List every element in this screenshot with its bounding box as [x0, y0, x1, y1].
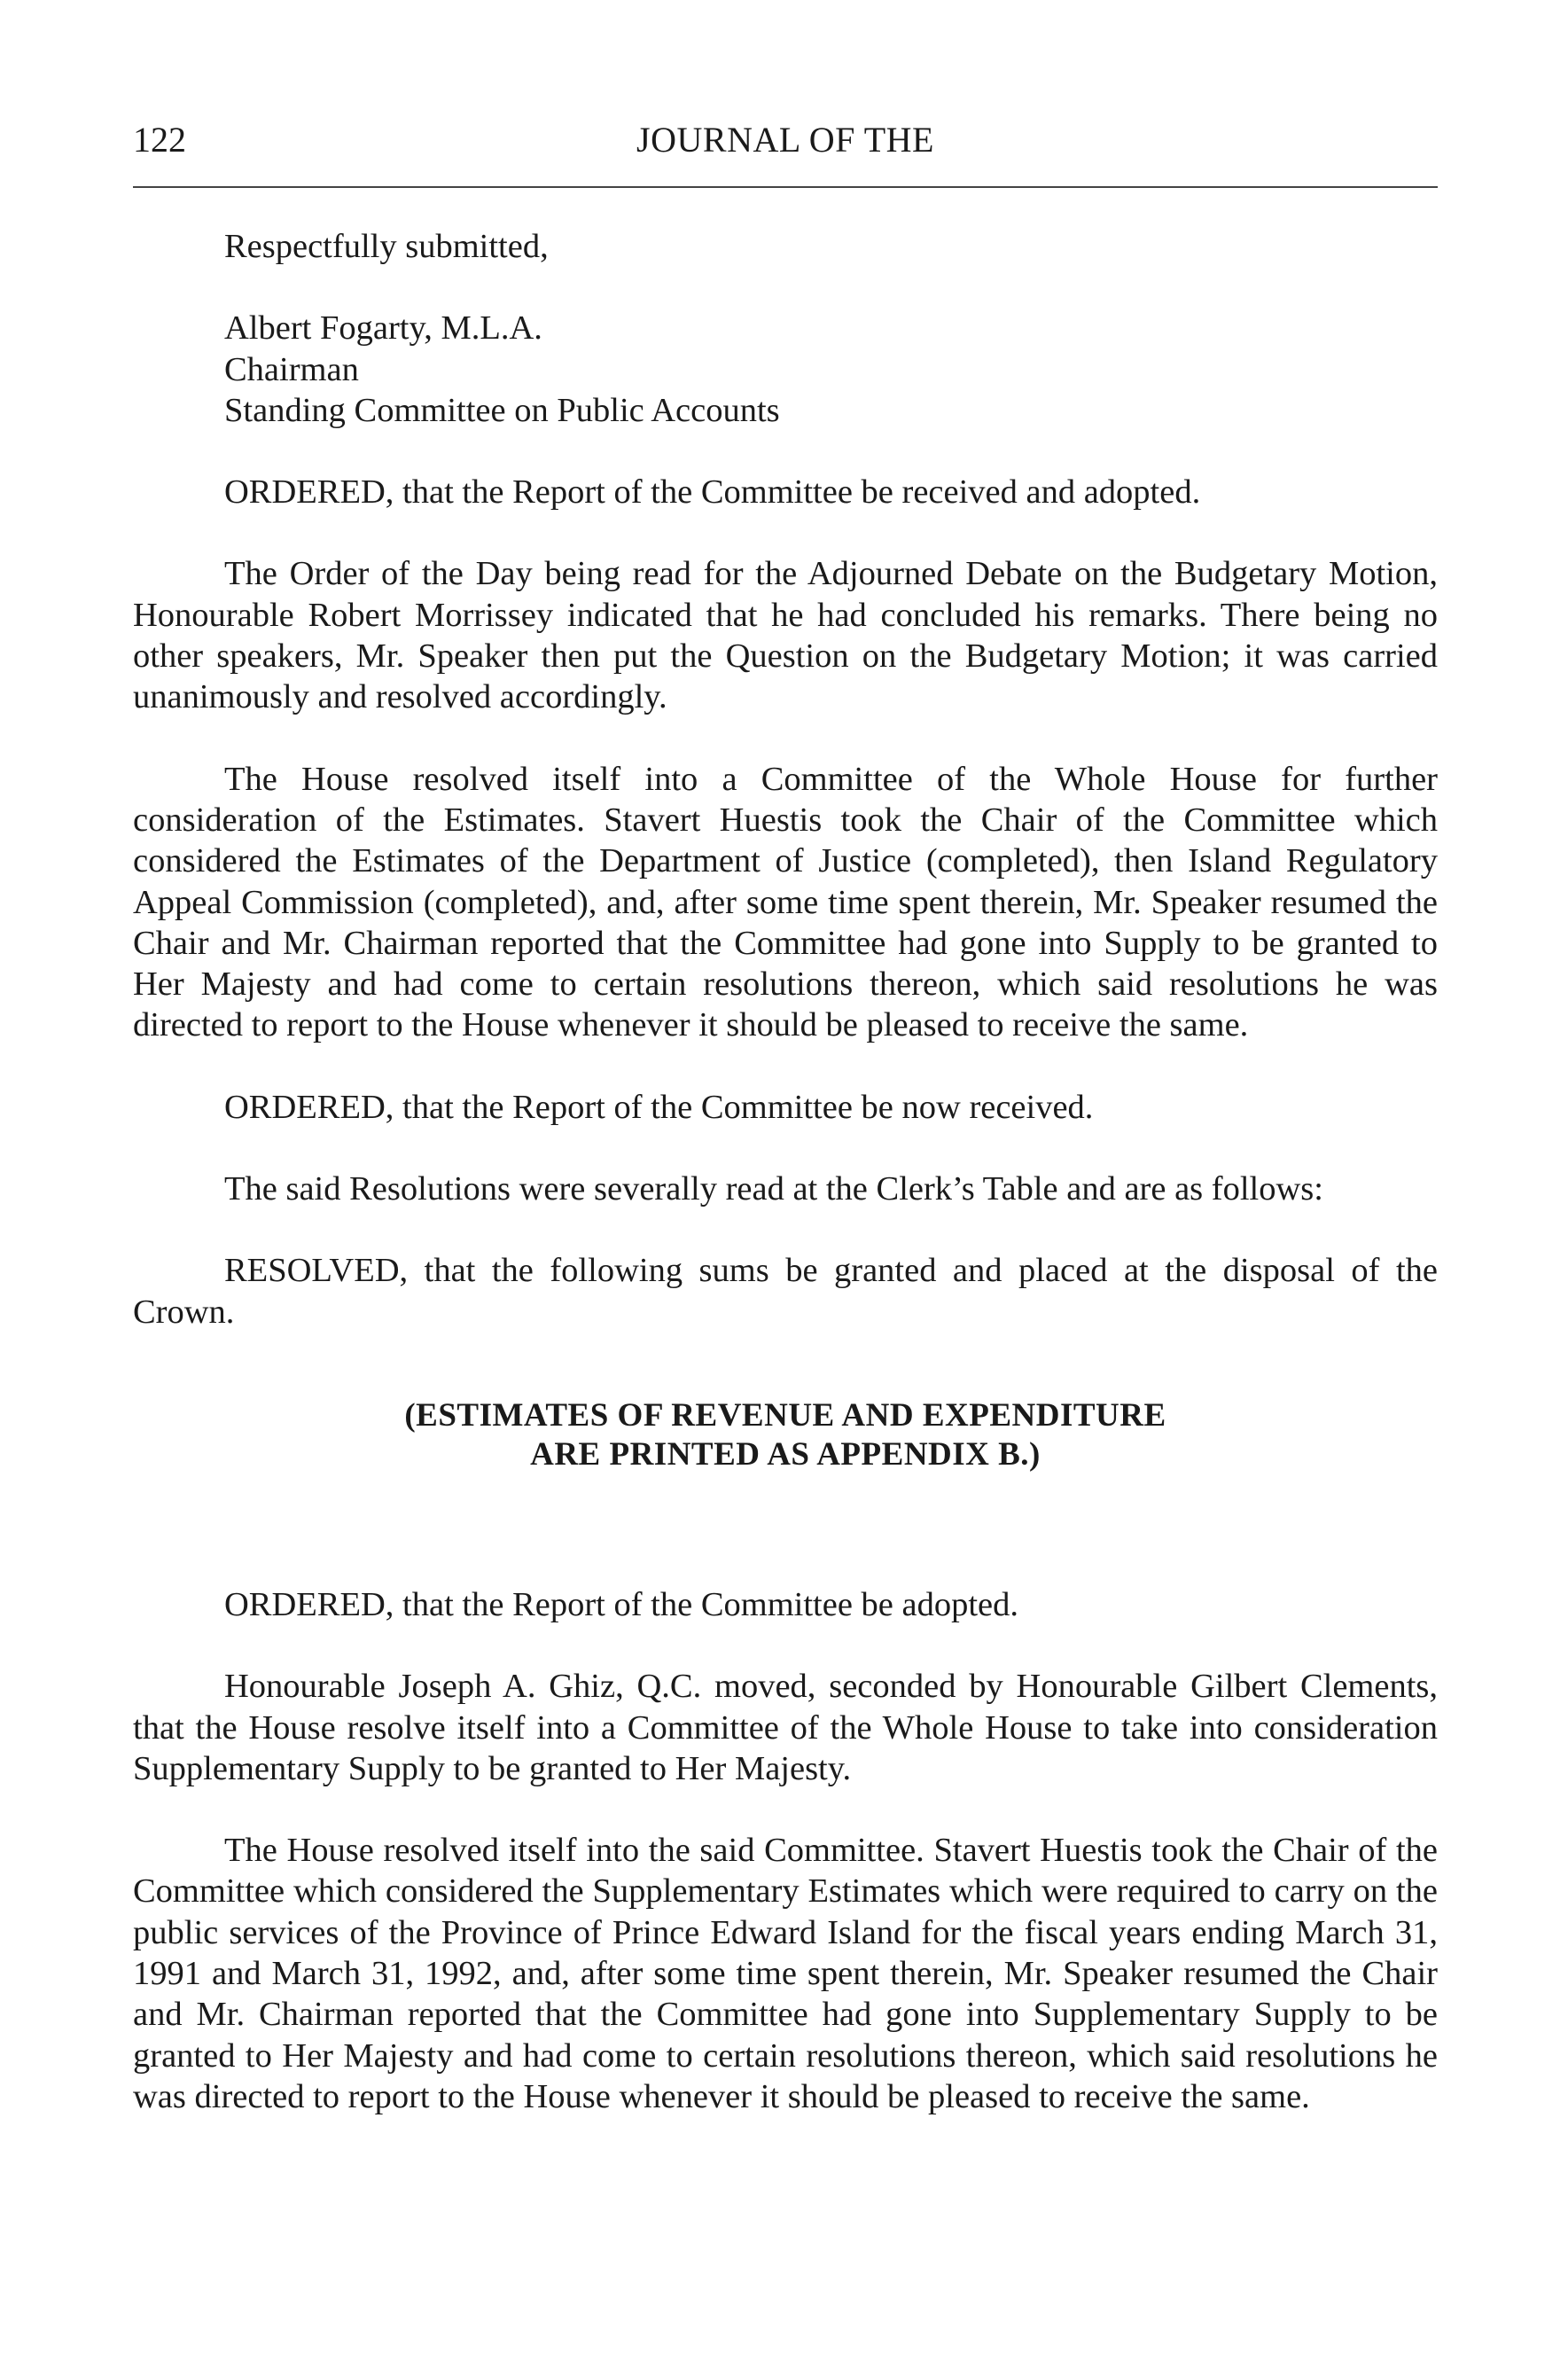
appendix-heading-line-1: (ESTIMATES OF REVENUE AND EXPENDITURE — [404, 1396, 1166, 1434]
page-header — [133, 113, 1438, 167]
resolutions-read-paragraph: The said Resolutions were severally read at the Clerk’s Table and are as follows: — [224, 1170, 1323, 1208]
respectfully-submitted: Respectfully submitted, — [224, 228, 549, 265]
signature-block — [133, 308, 1438, 431]
appendix-heading — [133, 1396, 1438, 1474]
signatory-name: Albert Fogarty, M.L.A. — [224, 309, 542, 348]
signatory-committee: Standing Committee on Public Accounts — [224, 391, 780, 429]
ordered-adopted: ORDERED, that the Report of the Committee be adopted. — [224, 1585, 1019, 1623]
committee-of-whole-estimates-paragraph: The House resolved itself into a Committee of the Whole House for further consideration of the Estimates. Stavert Huestis took the Chair of the Committee which considered the Estimates of the Department of Justice (completed), then Island Regulatory Appeal Commission (completed), and, after some time spent therein, Mr. Speaker resumed the Chair and Mr. Chairman reported that the Committee had gone into Supply to be granted to Her Majesty and had come to certain resolutions thereon, which said resolutions he was directed to report to the House whenever it should be pleased to receive the same. — [133, 760, 1438, 1044]
budgetary-motion-paragraph: The Order of the Day being read for the Adjourned Debate on the Budgetary Motion, Honourable Robert Morrissey indicated that he had concluded his remarks. There being no other speakers, Mr. Speaker then put the Question on the Budgetary Motion; it was carried unanimously and resolved accordingly. — [133, 555, 1438, 716]
journal-body — [133, 226, 1438, 2117]
page-number: 122 — [133, 120, 186, 160]
running-head: JOURNAL OF THE — [636, 120, 934, 160]
ghiz-motion-paragraph: Honourable Joseph A. Ghiz, Q.C. moved, seconded by Honourable Gilbert Clements, that the House resolve itself into a Committee of the Whole House to take into consideration Supplementary Supply to be granted to Her Majesty. — [133, 1668, 1438, 1787]
ordered-received-adopted: ORDERED, that the Report of the Committee be received and adopted. — [224, 473, 1201, 512]
appendix-heading-line-2: ARE PRINTED AS APPENDIX B.) — [530, 1435, 1041, 1473]
ordered-now-received: ORDERED, that the Report of the Committee be now received. — [224, 1088, 1094, 1126]
signatory-title: Chairman — [224, 350, 359, 388]
resolved-sums-granted: RESOLVED, that the following sums be granted and placed at the disposal of the Crown. — [133, 1252, 1438, 1331]
header-rule — [133, 186, 1438, 188]
supplementary-supply-paragraph: The House resolved itself into the said Committee. Stavert Huestis took the Chair of the Committee which considered the Supplementary Estimates which were required to carry on the public services of the Province of Prince Edward Island for the fiscal years ending March 31, 1991 and March 31, 1992, and, after some time spent therein, Mr. Speaker resumed the Chair and Mr. Chairman reported that the Committee had gone into Supplementary Supply to be granted to Her Majesty and had come to certain resolutions thereon, which said resolutions he was directed to report to the House whenever it should be pleased to receive the same. — [133, 1832, 1438, 2115]
